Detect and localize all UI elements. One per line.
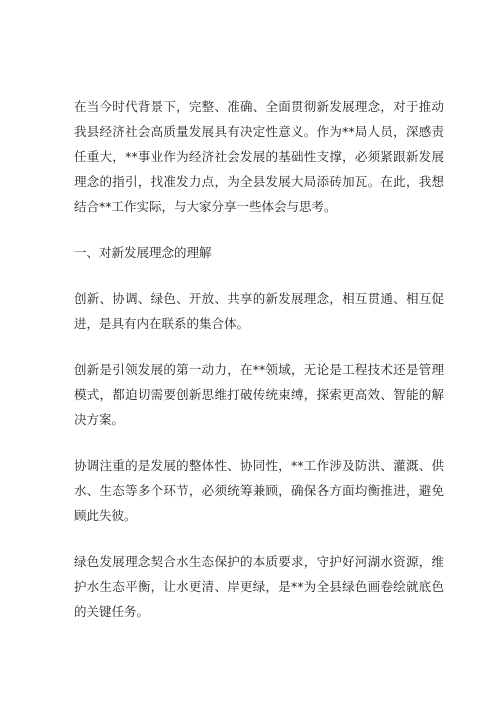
document-body bbox=[74, 94, 444, 645]
innovation-paragraph: 创新是引领发展的第一动力，在**领域，无论是工程技术还是管理模式，都迫切需要创新思维打破传统束缚，探索更高效、智能的解决方案。 bbox=[74, 362, 444, 427]
intro-paragraph: 在当今时代背景下，完整、准确、全面贯彻新发展理念，对于推动我县经济社会高质量发展具有决定性意义。作为**局人员，深感责任重大，**事业作为经济社会发展的基础性支撑，必须紧跟新发展理念的指引，找准发力点，为全县发展大局添砖加瓦。在此，我想结合**工作实际，与大家分享一些体会与思考。 bbox=[74, 99, 444, 214]
coordination-paragraph: 协调注重的是发展的整体性、协同性，**工作涉及防洪、灌溉、供水、生态等多个环节，必须统筹兼顾，确保各方面均衡推进，避免顾此失彼。 bbox=[74, 458, 444, 523]
concept-paragraph: 创新、协调、绿色、开放、共享的新发展理念，相互贯通、相互促进，是具有内在联系的集合体。 bbox=[74, 291, 444, 331]
green-paragraph: 绿色发展理念契合水生态保护的本质要求，守护好河湖水资源，维护水生态平衡，让水更清、岸更绿，是**为全县绿色画卷绘就底色的关键任务。 bbox=[74, 554, 444, 619]
section-heading: 一、对新发展理念的理解 bbox=[74, 245, 212, 260]
